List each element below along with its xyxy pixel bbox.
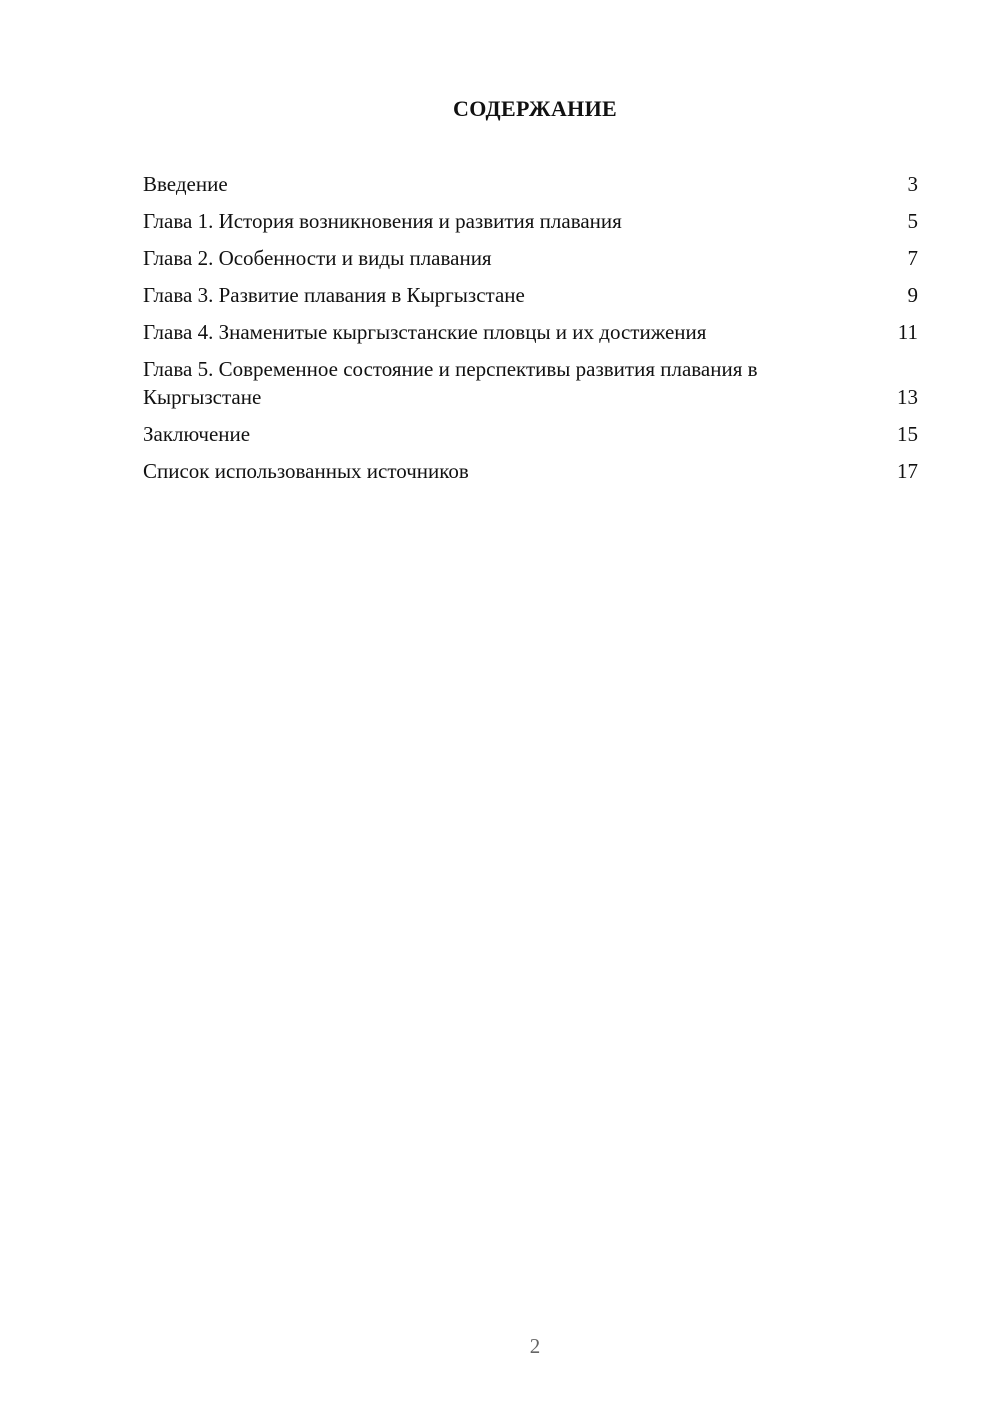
toc-entry-title: Глава 2. Особенности и виды плавания bbox=[143, 246, 492, 270]
toc-entry-conclusion bbox=[143, 420, 918, 448]
toc-entry-chapter-3 bbox=[143, 281, 918, 309]
toc-entry-title: Список использованных источников bbox=[143, 459, 469, 483]
toc-entry-page: 3 bbox=[907, 172, 918, 196]
toc-entry-page: 15 bbox=[897, 422, 918, 446]
toc-entry-title: Глава 1. История возникновения и развития плавания bbox=[143, 209, 622, 233]
toc-entry-title: Заключение bbox=[143, 422, 251, 446]
toc-entry-title: Глава 3. Развитие плавания в Кыргызстане bbox=[143, 283, 525, 307]
table-of-contents bbox=[143, 170, 918, 494]
toc-entry-chapter-2 bbox=[143, 244, 918, 272]
toc-entry-page: 7 bbox=[907, 246, 918, 270]
toc-entry-references bbox=[143, 457, 918, 485]
toc-entry-chapter-4 bbox=[143, 318, 918, 346]
toc-entry-page: 5 bbox=[907, 209, 918, 233]
toc-entry-page: 9 bbox=[907, 283, 918, 307]
toc-entry-title: Введение bbox=[143, 172, 228, 196]
toc-entry-page: 17 bbox=[897, 459, 918, 483]
toc-entry-page: 13 bbox=[897, 385, 918, 409]
toc-entry-chapter-1 bbox=[143, 207, 918, 235]
page-number: 2 bbox=[529, 1334, 541, 1358]
toc-entry-title: Глава 5. Современное состояние и перспективы развития плавания в Кыргызстане bbox=[143, 357, 758, 409]
toc-entry-introduction bbox=[143, 170, 918, 198]
toc-entry-page: 11 bbox=[897, 320, 918, 344]
toc-entry-chapter-5 bbox=[143, 355, 918, 411]
toc-entry-title: Глава 4. Знаменитые кыргызстанские пловцы и их достижения bbox=[143, 320, 707, 344]
page-title: СОДЕРЖАНИЕ bbox=[453, 96, 617, 121]
